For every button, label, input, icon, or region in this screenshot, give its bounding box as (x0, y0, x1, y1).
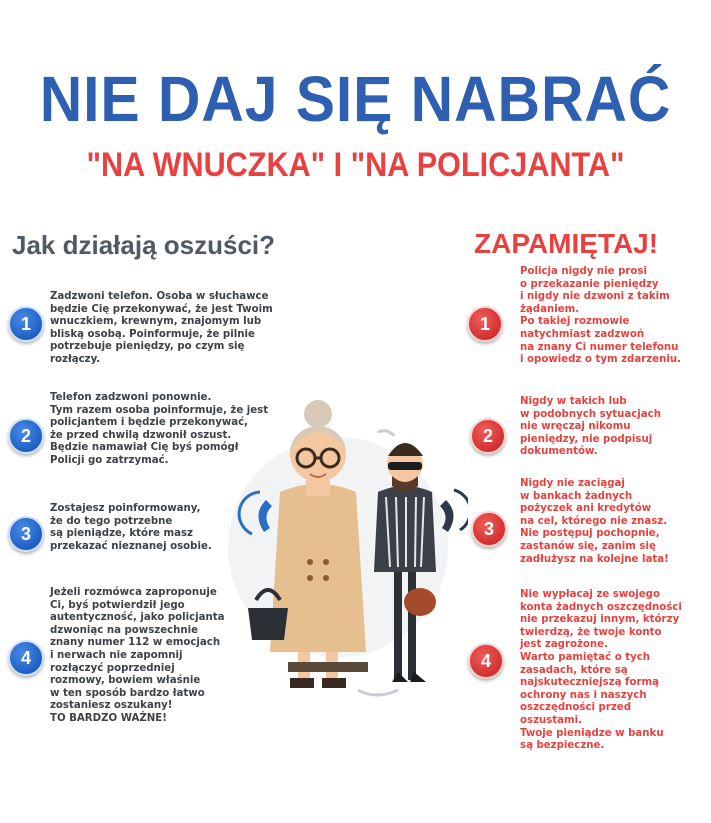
arrow-icon (358, 690, 398, 695)
right-badge-4: 4 (468, 643, 504, 679)
phone-icon (440, 490, 468, 532)
arrow-icon (378, 431, 394, 436)
right-item-4-text: Nie wypłacaj ze swojego konta żadnych oszczędności nie przekazuj innym, którzy twierdzą, że twoje konto jest zagrożone. Warto pamiętać o tych zasadach, które są najskuteczniejszą formą ochrony nas i naszych oszczędności przed oszustami. Twoje pieniądze w banku są bezpieczne. (520, 589, 682, 752)
page-subtitle: "NA WNUCZKA" I "NA POLICJANTA" (86, 146, 625, 184)
page-title: NIE DAJ SIĘ NABRAĆ (39, 63, 672, 135)
left-badge-4: 4 (8, 640, 44, 676)
left-item-3-text: Zostajesz poinformowany, że do tego potrzebne są pieniądze, które masz przekazać nieznanej osobie. (50, 503, 212, 552)
right-item-2-text: Nigdy w takich lub w podobnych sytuacjach nie wręczaj nikomu pieniędzy, nie podpisuj dokumentów. (520, 396, 661, 458)
right-item-3-text: Nigdy nie zaciągaj w bankach żadnych pożyczek ani kredytów na cel, którego nie znasz. Nie postępuj pochopnie, zastanów się, zanim się zadłużysz na kolejne lata! (520, 478, 669, 565)
left-item-1-text: Zadzwoni telefon. Osoba w słuchawce będzie Cię przekonywać, że jest Twoim wnuczkiem, krewnym, znajomym lub bliską osobą. Poinformuje, że pilnie potrzebuje pieniędzy, po czym się rozłączy. (50, 291, 273, 365)
right-badge-2: 2 (470, 418, 506, 454)
left-item-2-text: Telefon zadzwoni ponownie. Tym razem osoba poinformuje, że jest policjantem i będzie przekonywać, że przed chwilą dzwonił oszust. Będzie namawiał Cię byś pomógł Policji go zatrzymać. (50, 392, 269, 466)
left-heading: Jak działają oszuści? (12, 230, 276, 260)
right-badge-3: 3 (471, 511, 507, 547)
right-badge-1: 1 (467, 306, 503, 342)
right-heading: ZAPAMIĘTAJ! (474, 228, 659, 259)
left-badge-3: 3 (8, 516, 44, 552)
right-item-1-text: Policja nigdy nie prosi o przekazanie pieniędzy i nigdy nie dzwoni z takim żądaniem. Po takiej rozmowie natychmiast zadzwoń na znany Ci numer telefonu i opowiedz o tym zdarzeniu. (520, 266, 681, 366)
left-badge-2: 2 (8, 418, 44, 454)
scam-illustration (228, 372, 468, 712)
left-badge-1: 1 (8, 306, 44, 342)
left-item-4-text: Jeżeli rozmówca zaproponuje Ci, byś potwierdził jego autentyczność, jako policjanta dzwoniąc na powszechnie znany numer 112 w emocjach i nerwach nie zapomnij rozłączyć poprzedniej rozmowy, bowiem właśnie w ten sposób bardzo łatwo zostaniesz oszukany! TO BARDZO WAŻNE! (50, 587, 225, 724)
